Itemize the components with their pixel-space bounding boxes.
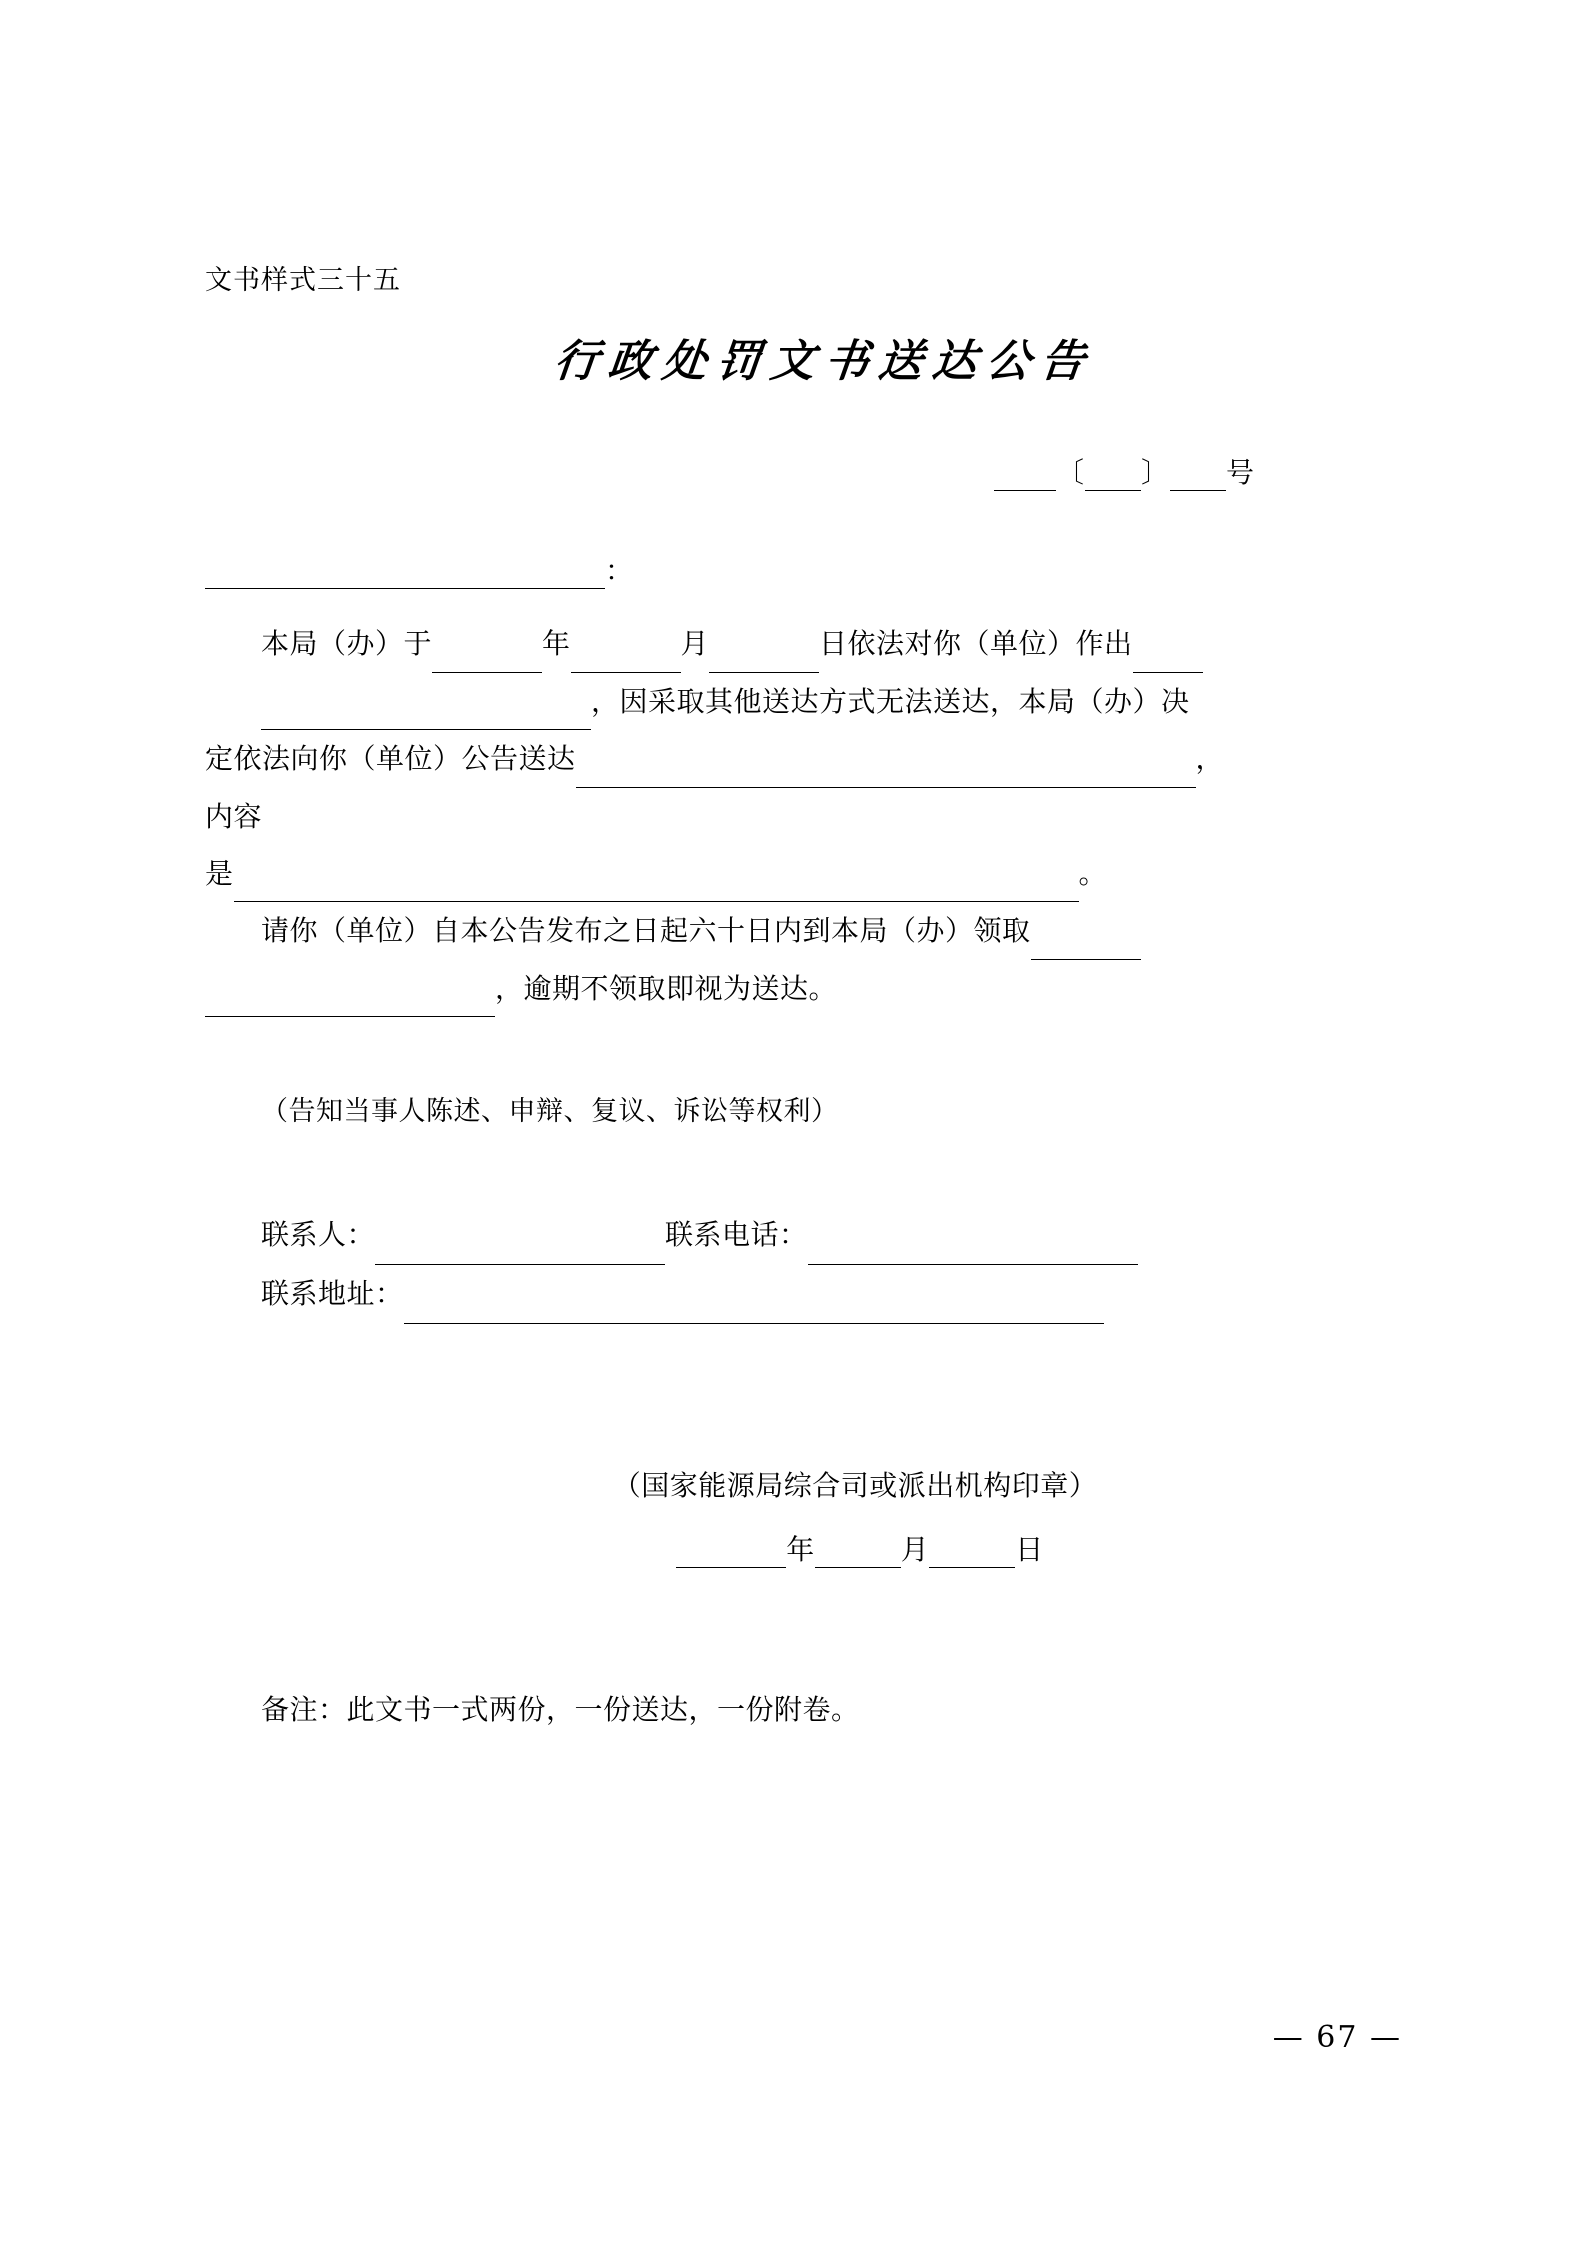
signature-date-line xyxy=(205,1528,1385,1568)
addressee-blank[interactable] xyxy=(205,559,605,589)
bracket-close: 〕 xyxy=(1140,456,1170,490)
p1-seg4: 日依法对你（单位）作出 xyxy=(819,627,1133,661)
paragraph-1-line-1 xyxy=(205,615,1385,672)
p1-deliver-blank[interactable] xyxy=(576,757,1196,787)
p1-seg7: ， xyxy=(1195,742,1225,776)
contacts-block xyxy=(205,1206,1385,1324)
sign-day-blank[interactable] xyxy=(929,1537,1015,1567)
document-number-line xyxy=(205,451,1385,491)
document-style-label: 文书样式三十五 xyxy=(205,265,401,296)
p1-day-blank[interactable] xyxy=(709,642,819,672)
addressee-colon: ： xyxy=(605,554,635,588)
p1-month-blank[interactable] xyxy=(571,642,681,672)
doc-number-prefix-blank[interactable] xyxy=(994,461,1056,491)
sign-month-label: 月 xyxy=(900,1532,930,1566)
p1-seg9: 是 xyxy=(205,856,234,890)
sign-year-label: 年 xyxy=(786,1532,815,1566)
doc-number-suffix: 号 xyxy=(1225,456,1255,490)
contact-address-row xyxy=(261,1265,1385,1324)
contact-phone-blank[interactable] xyxy=(808,1235,1138,1265)
bracket-open: 〔 xyxy=(1055,456,1085,490)
p1-seg5: ，因采取其他送达方式无法送达，本局（办）决 xyxy=(591,684,1190,718)
sign-day-label: 日 xyxy=(1015,1532,1044,1566)
paragraph-2-line-1 xyxy=(205,902,1385,959)
contact-address-blank[interactable] xyxy=(404,1293,1104,1323)
body-paragraphs xyxy=(205,615,1385,1017)
p2-receive-blank-b[interactable] xyxy=(205,987,495,1017)
p1-seg1: 本局（办）于 xyxy=(261,627,433,661)
remark-line: 备注：此文书一式两份，一份送达，一份附卷。 xyxy=(261,1692,860,1726)
doc-number-year-blank[interactable] xyxy=(1085,461,1141,491)
p1-content-blank[interactable] xyxy=(234,872,1079,902)
p2-seg1: 请你（单位）自本公告发布之日起六十日内到本局（办）领取 xyxy=(261,914,1031,948)
p2-seg2: ，逾期不领取即视为送达。 xyxy=(495,971,838,1005)
p1-year-blank[interactable] xyxy=(432,642,542,672)
paragraph-2-line-2 xyxy=(205,960,1385,1017)
page-number: — 67 — xyxy=(1272,2020,1402,2055)
seal-line: （国家能源局综合司或派出机构印章） xyxy=(612,1468,1098,1502)
rights-notice: （告知当事人陈述、申辩、复议、诉讼等权利） xyxy=(261,1096,839,1128)
p1-seg10: 。 xyxy=(1078,856,1108,890)
document-title: 行政处罚文书送达公告 xyxy=(551,336,1098,388)
p1-decision-blank-a[interactable] xyxy=(1133,642,1203,672)
doc-number-serial-blank[interactable] xyxy=(1170,461,1226,491)
contact-person-row xyxy=(261,1206,1385,1265)
document-content xyxy=(205,265,1385,1728)
paragraph-1-line-3 xyxy=(205,730,1385,787)
paragraph-1-line-5 xyxy=(205,845,1385,902)
contact-phone-label: 联系电话： xyxy=(665,1218,808,1252)
p1-seg2: 年 xyxy=(542,627,571,661)
paragraph-1-line-2 xyxy=(205,673,1385,730)
sign-month-blank[interactable] xyxy=(815,1537,901,1567)
contact-person-blank[interactable] xyxy=(375,1235,665,1265)
p1-seg6: 定依法向你（单位）公告送达 xyxy=(205,742,576,776)
contact-person-label: 联系人： xyxy=(261,1218,376,1252)
p1-decision-blank-b[interactable] xyxy=(261,700,591,730)
contact-address-label: 联系地址： xyxy=(261,1276,404,1310)
paragraph-1-line-4 xyxy=(205,788,1385,845)
p1-seg8: 内容 xyxy=(205,799,263,833)
p2-receive-blank-a[interactable] xyxy=(1031,929,1141,959)
p1-seg3: 月 xyxy=(680,627,710,661)
sign-year-blank[interactable] xyxy=(676,1537,786,1567)
addressee-row xyxy=(205,549,1385,589)
